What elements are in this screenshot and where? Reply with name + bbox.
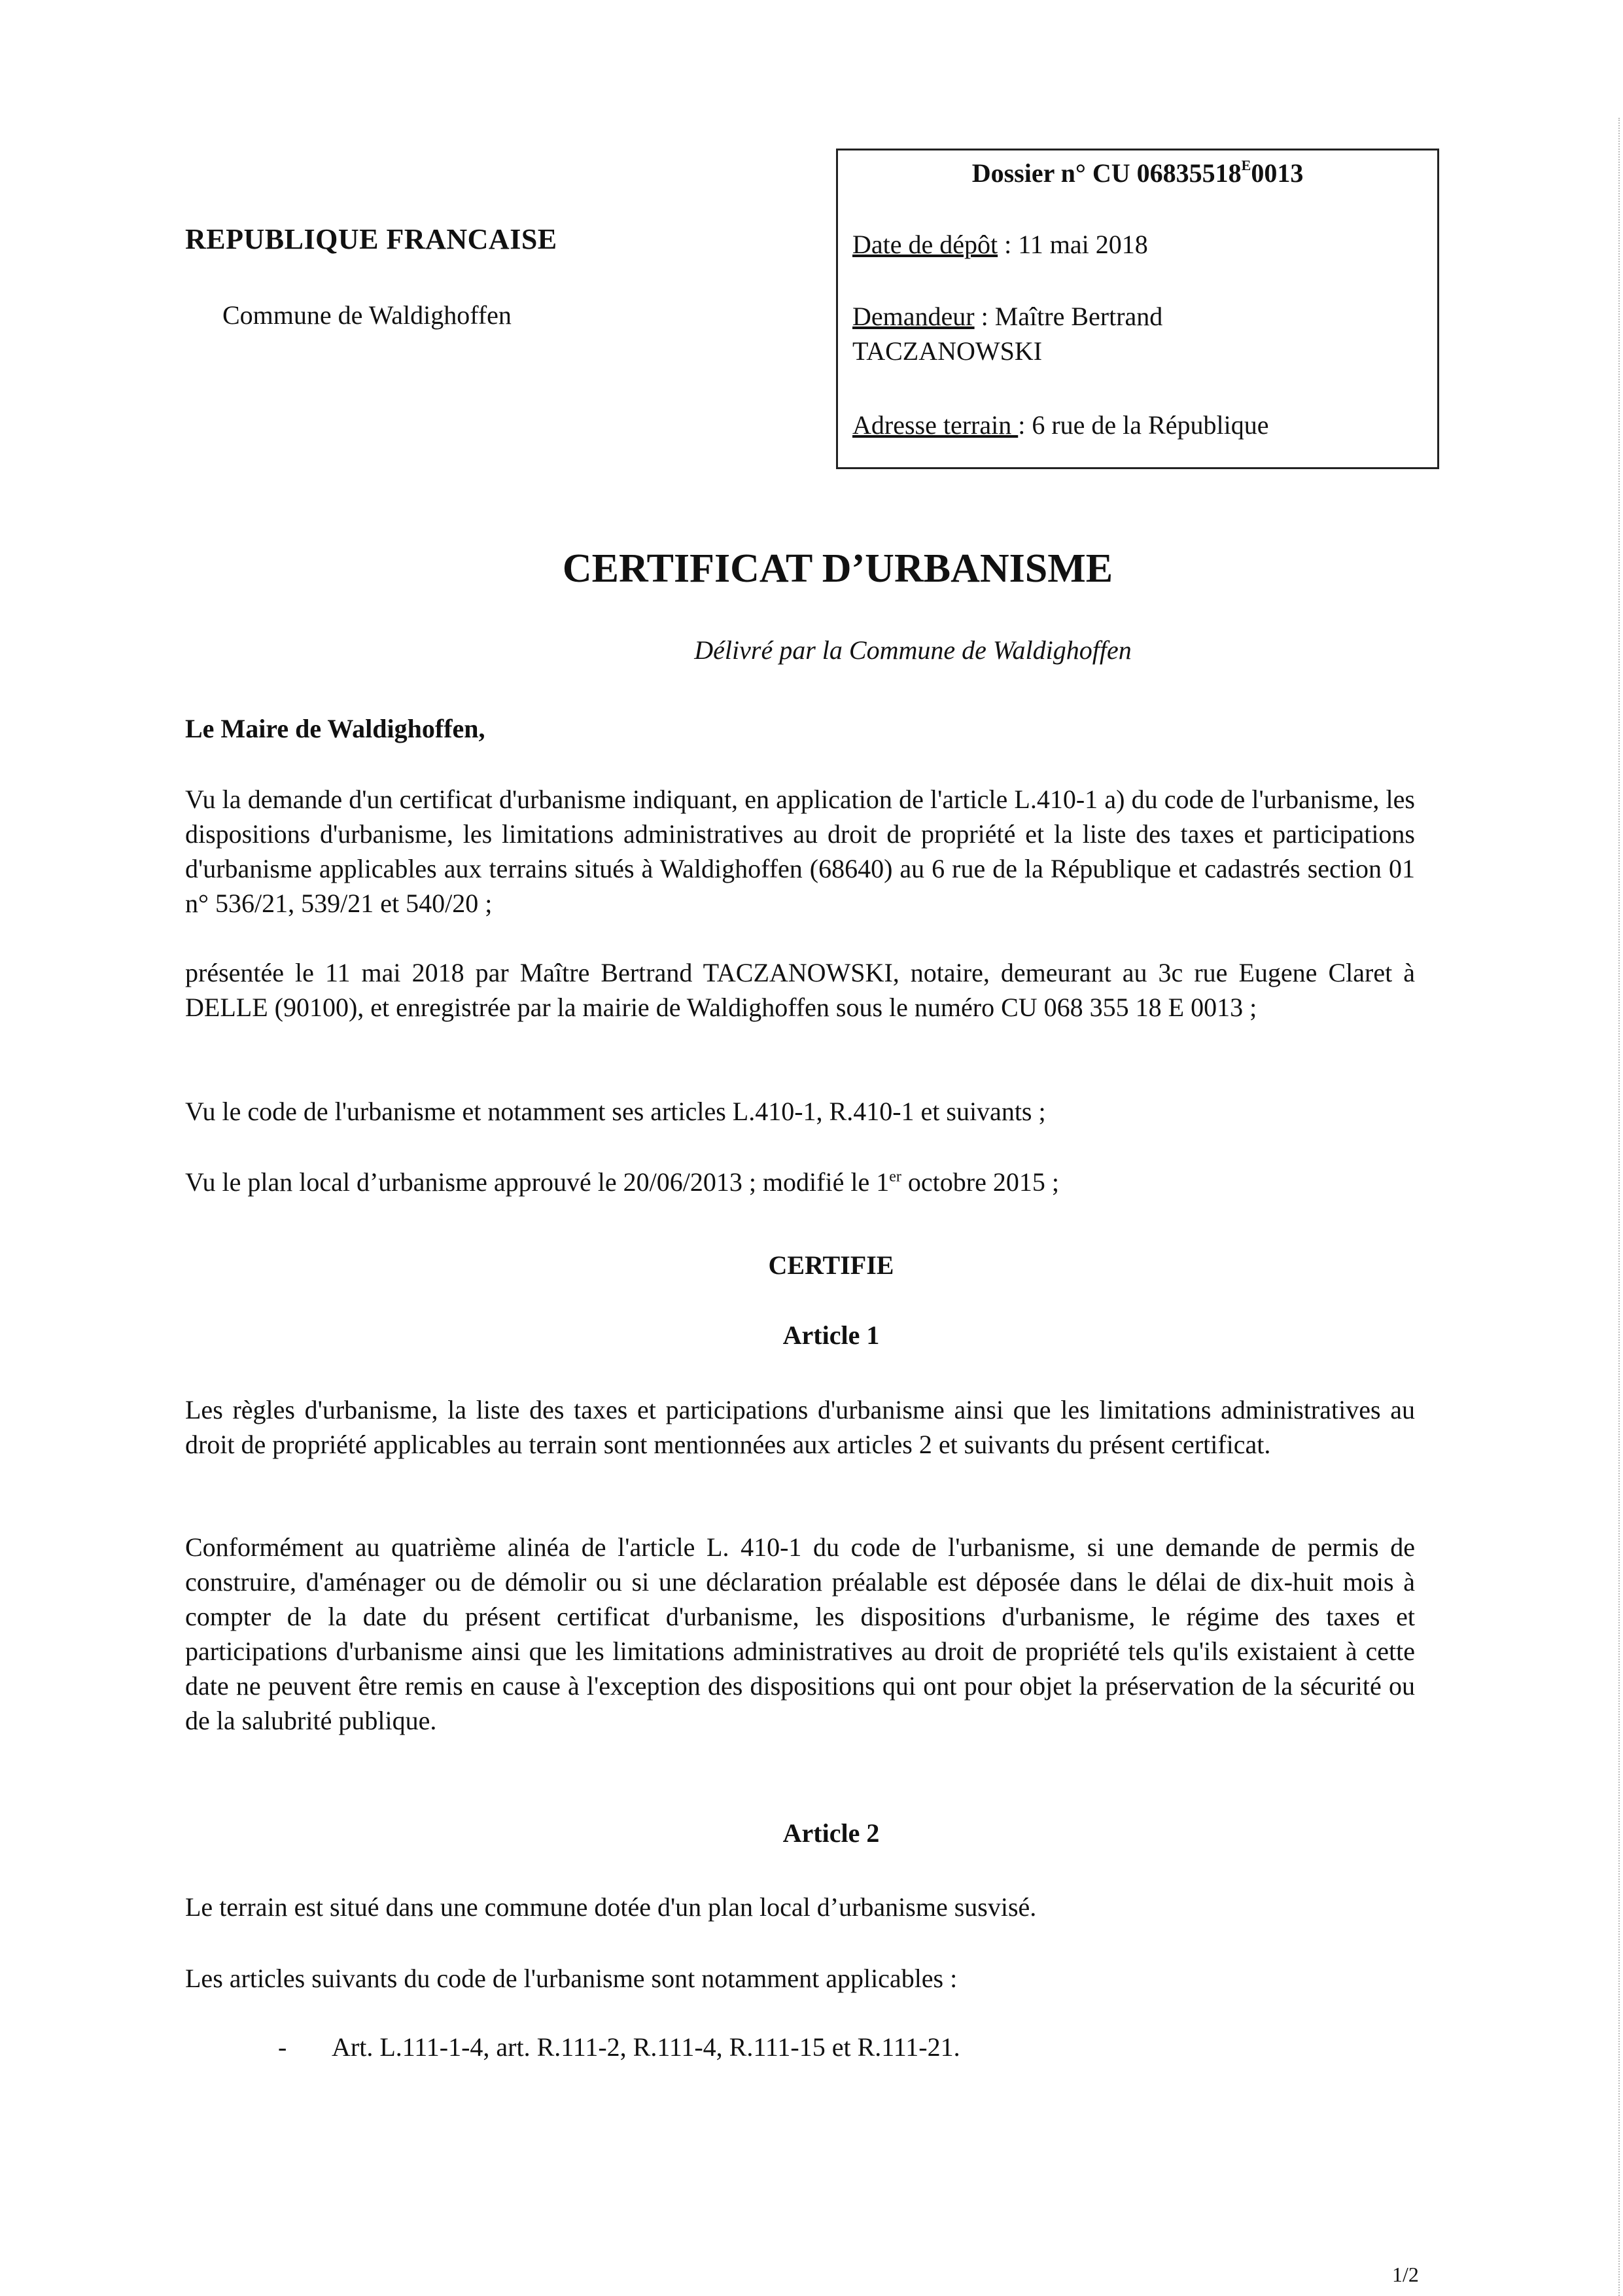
commune-name: Commune de Waldighoffen: [222, 300, 512, 330]
article-2-paragraph: Les articles suivants du code de l'urbanisme sont notamment applicables :: [185, 1964, 958, 1993]
preamble-paragraph: présentée le 11 mai 2018 par Maître Bertrand TACZANOWSKI, notaire, demeurant au 3c rue Eugene Claret à DELLE (90100), et enregistrée par la mairie de Waldighoffen sous le numéro CU 068 355 18 E 0013 ;: [185, 958, 1415, 1022]
applicant-label: Demandeur: [852, 302, 975, 331]
article-1-paragraph: Les règles d'urbanisme, la liste des taxes et participations d'urbanisme ainsi que les limitations administratives au droit de propriété applicables au terrain sont mentionnées aux articles 2 et suivants du présent certificat.: [185, 1395, 1415, 1459]
applicant-line2: TACZANOWSKI: [852, 336, 1043, 366]
dossier-number-prefix: Dossier n° CU 06835518: [971, 158, 1242, 188]
certificate-title: CERTIFICAT D’URBANISME: [562, 546, 1113, 591]
certifie-heading: CERTIFIE: [768, 1250, 894, 1280]
republic-heading: REPUBLIQUE FRANCAISE: [185, 223, 557, 255]
article-2-paragraph: Le terrain est situé dans une commune dotée d'un plan local d’urbanisme susvisé.: [185, 1892, 1037, 1922]
mayor-heading: Le Maire de Waldighoffen,: [185, 714, 485, 743]
land-address-label: Adresse terrain: [852, 410, 1019, 440]
article-1-paragraph: Conformément au quatrième alinéa de l'article L. 410-1 du code de l'urbanisme, si une demande de permis de construire, d'aménager ou de démolir ou si une déclaration préalable est déposée dans le délai de dix-huit mois à compter de la date du présent certificat d'urbanisme, les dispositions d'urbanisme, le régime des taxes et participations d'urbanisme ainsi que les limitations administratives au droit de propriété tels qu'ils existaient à cette date ne peuvent être remis en cause à l'exception des dispositions qui ont pour objet la préservation de la sécurité ou de la salubrité publique.: [185, 1532, 1415, 1735]
plu-text-end: octobre 2015 ;: [901, 1167, 1059, 1197]
deposit-date: [852, 229, 1148, 260]
land-address: [852, 410, 1268, 440]
land-address-value: : 6 rue de la République: [1018, 410, 1269, 440]
page-number: 1/2: [1392, 2263, 1419, 2286]
applicant-value: : Maître Bertrand: [974, 302, 1163, 331]
dossier-number-sup: E: [1241, 157, 1251, 173]
plu-paragraph: [185, 1165, 1415, 1199]
dossier-number: [838, 157, 1437, 188]
plu-text: Vu le plan local d’urbanisme approuvé le 20/06/2013 ; modifié le 1: [185, 1167, 890, 1197]
article-2-heading: Article 2: [782, 1818, 880, 1848]
dossier-number-suffix: 0013: [1251, 158, 1304, 188]
deposit-date-label: Date de dépôt: [852, 230, 998, 259]
list-item-text: Art. L.111-1-4, art. R.111-2, R.111-4, R.111-15 et R.111-21.: [332, 2032, 960, 2062]
scan-edge: [1618, 118, 1620, 2296]
dossier-box: [836, 149, 1439, 469]
bullet-dash: -: [278, 2032, 287, 2062]
article-1-heading: Article 1: [782, 1320, 880, 1350]
preamble-paragraph: Vu le code de l'urbanisme et notamment ses articles L.410-1, R.410-1 et suivants ;: [185, 1097, 1046, 1126]
preamble-paragraph: Vu la demande d'un certificat d'urbanisme indiquant, en application de l'article L.410-1 a) du code de l'urbanisme, les dispositions d'urbanisme, les limitations administratives au droit de propriété et la liste des taxes et participations d'urbanisme applicables aux terrains situés à Waldighoffen (68640) au 6 rue de la République et cadastrés section 01 n° 536/21, 539/21 et 540/20 ;: [185, 785, 1415, 918]
certificate-subtitle: Délivré par la Commune de Waldighoffen: [694, 635, 1132, 665]
applicant: [852, 301, 1162, 332]
deposit-date-value: : 11 mai 2018: [998, 230, 1148, 259]
plu-sup: er: [889, 1168, 901, 1186]
list-item: [278, 2032, 960, 2062]
